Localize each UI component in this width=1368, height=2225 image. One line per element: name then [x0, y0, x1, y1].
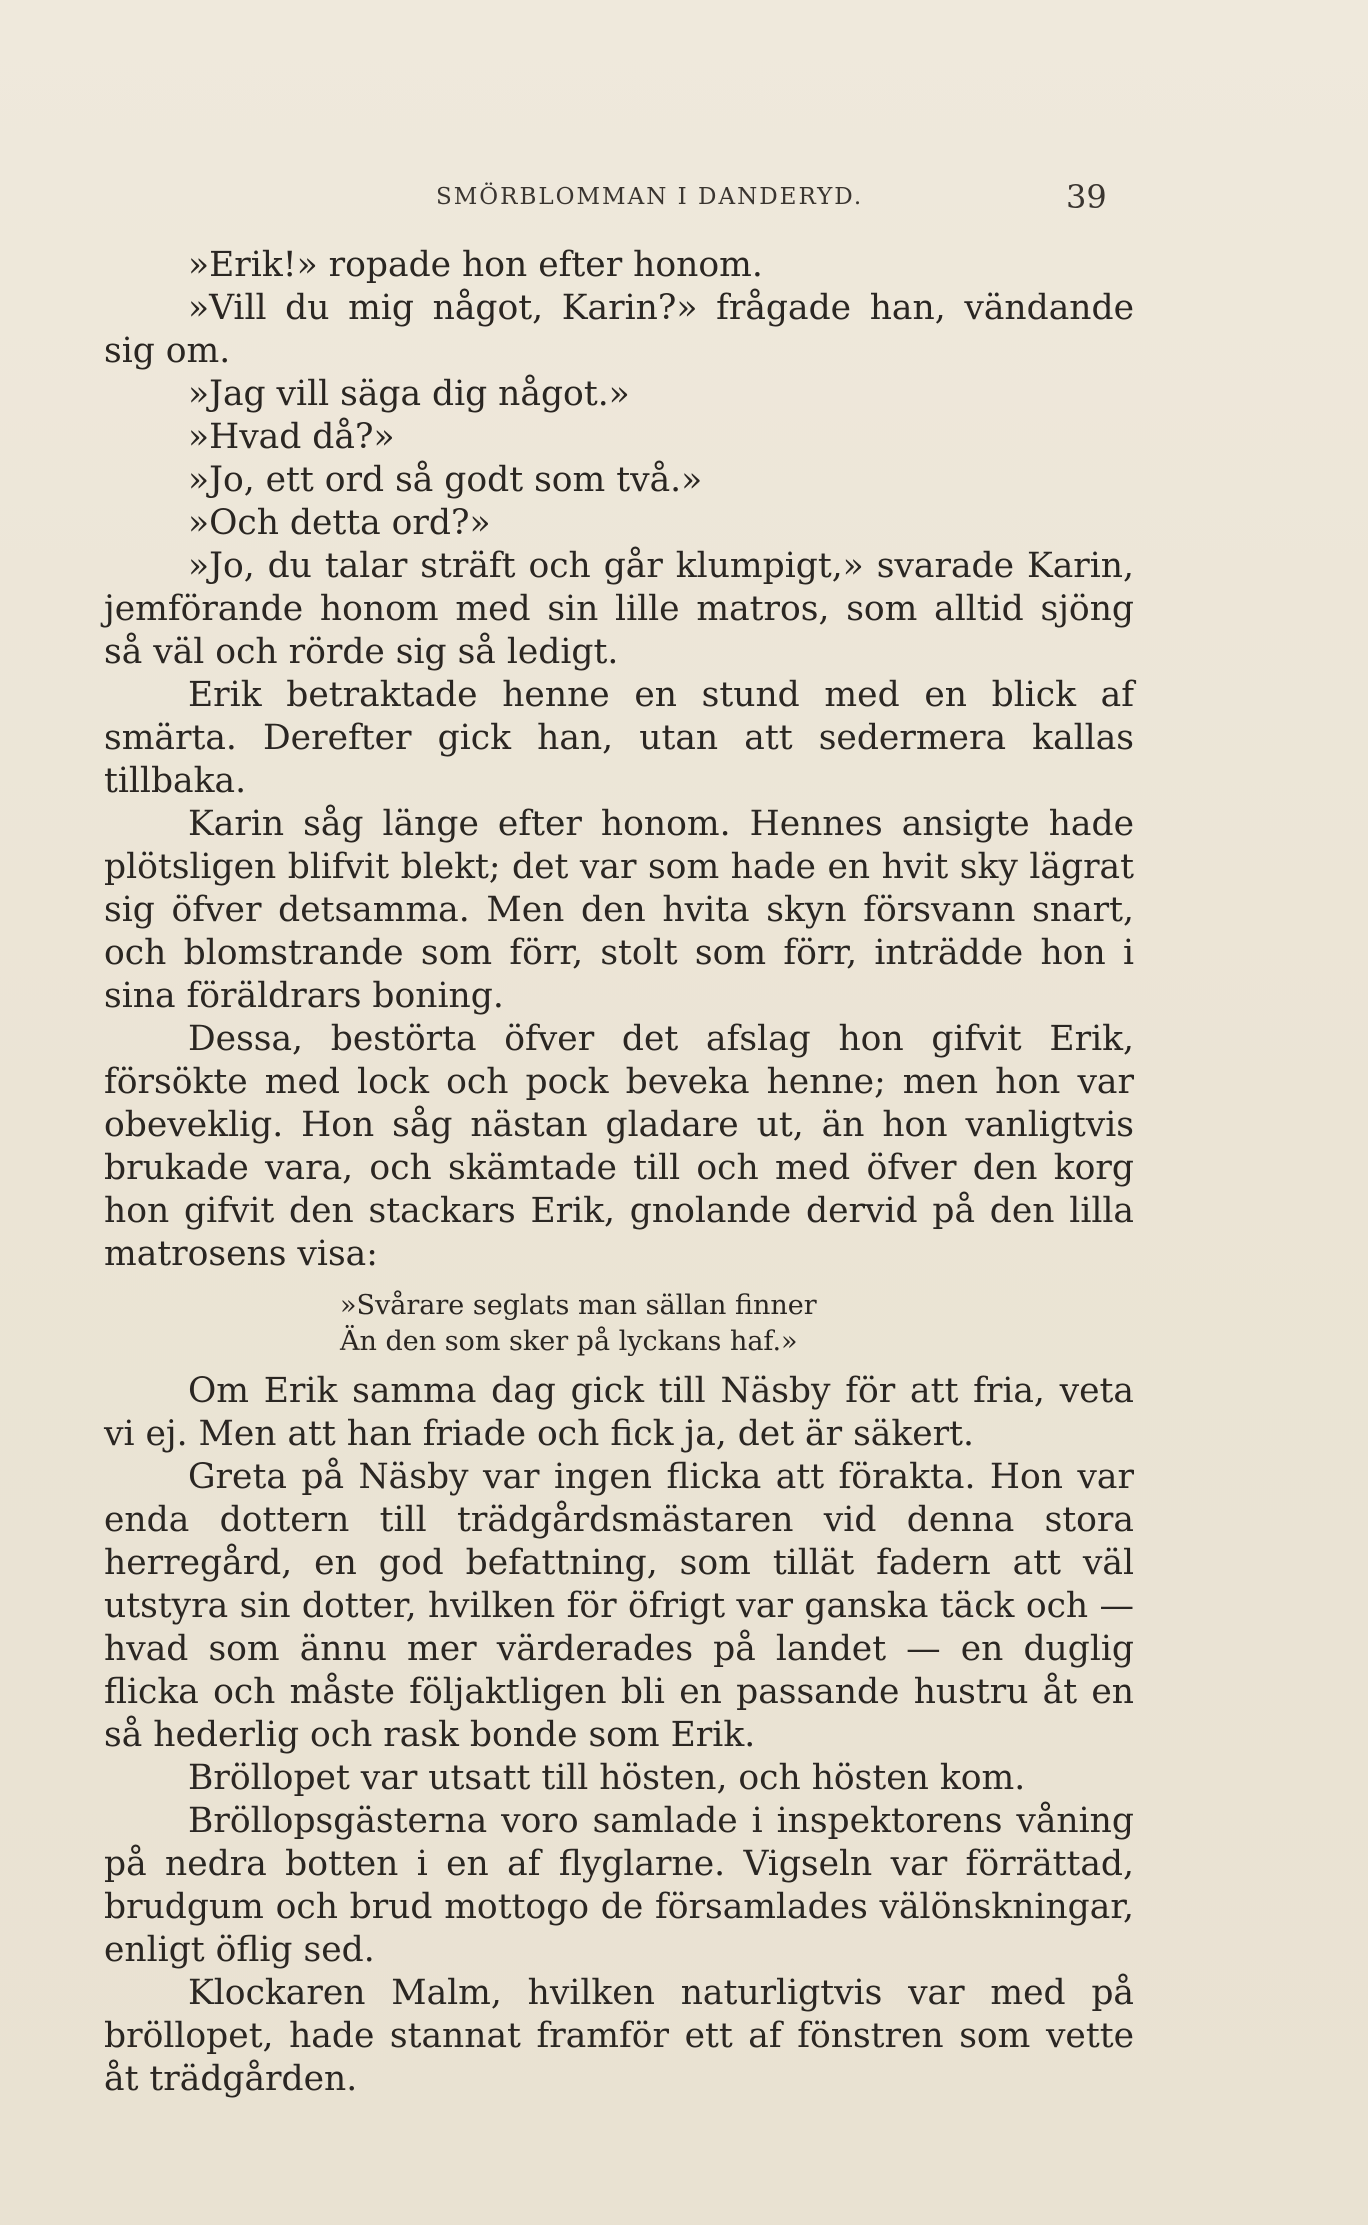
paragraph: »Och detta ord?»	[188, 503, 491, 543]
paragraph: Karin såg länge efter honom. Hennes ansigte hade plötsligen blifvit blekt; det var som hade en hvit sky lägrat sig öfver detsamma. Men den hvita skyn försvann snart, och blomstrande som förr, stolt som förr, inträdde hon i sina föräldrars boning.	[104, 804, 1134, 1016]
paragraph: Klockaren Malm, hvilken naturligtvis var med på bröllopet, hade stannat framför ett af fönstren som vette åt trädgården.	[104, 1973, 1134, 2099]
page-body	[104, 244, 1134, 2101]
paragraph: Dessa, bestörta öfver det afslag hon gifvit Erik, försökte med lock och pock beveka henne; men hon var obeveklig. Hon såg nästan gladare ut, än hon vanligtvis brukade vara, och skämtade till och med öfver den korg hon gifvit den stackars Erik, gnolande dervid på den lilla matrosens visa:	[104, 1019, 1134, 1274]
verse-quote	[104, 1288, 1134, 1360]
paragraph: Bröllopet var utsatt till hösten, och hösten kom.	[188, 1758, 1026, 1798]
paragraph: Om Erik samma dag gick till Näsby för att fria, veta vi ej. Men att han friade och fick ja, det är säkert.	[104, 1371, 1134, 1454]
page-number: 39	[1066, 178, 1107, 216]
paragraph: »Hvad då?»	[188, 417, 395, 457]
paragraph: »Jag vill säga dig något.»	[188, 374, 630, 414]
paragraph: »Jo, du talar sträft och går klumpigt,» svarade Karin, jemförande honom med sin lille matros, som alltid sjöng så väl och rörde sig så ledigt.	[104, 546, 1134, 672]
verse-line: »Svårare seglats man sällan finner	[340, 1290, 817, 1321]
verse-line: Än den som sker på lyckans haf.»	[340, 1326, 798, 1357]
paragraph: Erik betraktade henne en stund med en blick af smärta. Derefter gick han, utan att sedermera kallas tillbaka.	[104, 675, 1134, 801]
paragraph: »Erik!» ropade hon efter honom.	[188, 245, 763, 285]
page-header	[0, 178, 1368, 218]
paragraph: »Jo, ett ord så godt som två.»	[188, 460, 703, 500]
paragraph: »Vill du mig något, Karin?» frågade han, vändande sig om.	[104, 288, 1134, 371]
paragraph: Greta på Näsby var ingen flicka att förakta. Hon var enda dottern till trädgårdsmästaren vid denna stora herregård, en god befattning, som tillät fadern att väl utstyra sin dotter, hvilken för öfrigt var ganska täck och — hvad som ännu mer värderades på landet — en duglig flicka och måste följaktligen bli en passande hustru åt en så hederlig och rask bonde som Erik.	[104, 1457, 1134, 1755]
running-title: SMÖRBLOMMAN I DANDERYD.	[436, 184, 864, 210]
paragraph: Bröllopsgästerna voro samlade i inspektorens våning på nedra botten i en af flyglarne. Vigseln var förrättad, brudgum och brud mottogo de församlades välönskningar, enligt öflig sed.	[104, 1801, 1134, 1970]
